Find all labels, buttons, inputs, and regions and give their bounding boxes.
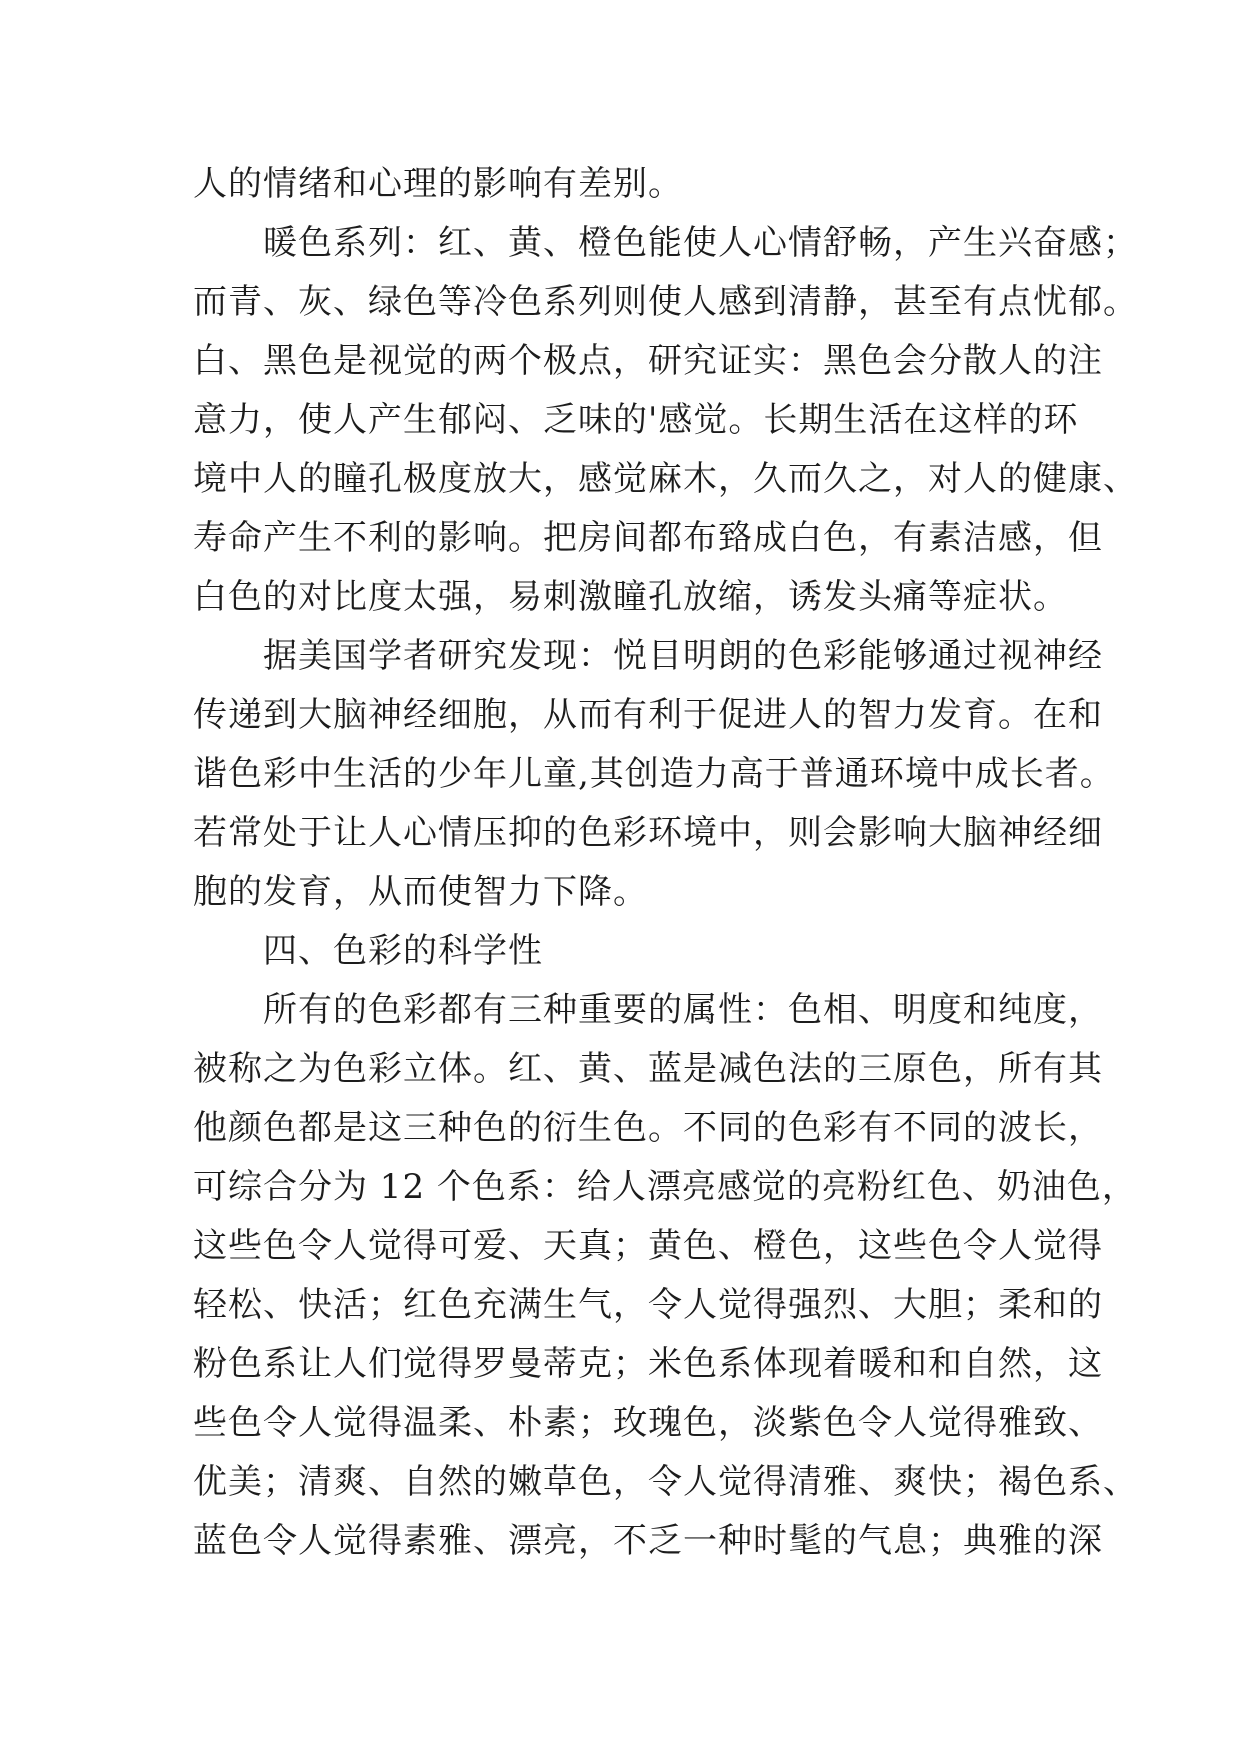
text-line: 被称之为色彩立体。红、黄、蓝是减色法的三原色，所有其 — [193, 1049, 1103, 1089]
text-line: 谐色彩中生活的少年儿童,其创造力高于普通环境中成长者。 — [193, 754, 1115, 794]
text-line: 粉色系让人们觉得罗曼蒂克；米色系体现着暖和和自然，这 — [193, 1344, 1103, 1384]
text-line: 轻松、快活；红色充满生气，令人觉得强烈、大胆；柔和的 — [193, 1285, 1103, 1325]
text-line: 人的情绪和心理的影响有差别。 — [193, 164, 683, 204]
text-line: 可综合分为 12 个色系：给人漂亮感觉的亮粉红色、奶油色， — [193, 1167, 1137, 1207]
section-heading: 四、色彩的科学性 — [193, 931, 543, 971]
text-line: 蓝色令人觉得素雅、漂亮，不乏一种时髦的气息；典雅的深 — [193, 1521, 1103, 1561]
text-line: 寿命产生不利的影响。把房间都布臵成白色，有素洁感，但 — [193, 518, 1103, 558]
text-line: 优美；清爽、自然的嫩草色，令人觉得清雅、爽快；褐色系、 — [193, 1462, 1138, 1502]
text-line: 若常处于让人心情压抑的色彩环境中，则会影响大脑神经细 — [193, 813, 1103, 853]
text-line: 而青、灰、绿色等冷色系列则使人感到清静，甚至有点忧郁。 — [193, 282, 1138, 322]
body-text — [193, 155, 1138, 1571]
text-line: 传递到大脑神经细胞，从而有利于促进人的智力发育。在和 — [193, 695, 1103, 735]
text-line: 所有的色彩都有三种重要的属性：色相、明度和纯度， — [193, 990, 1103, 1030]
text-line: 境中人的瞳孔极度放大，感觉麻木，久而久之，对人的健康、 — [193, 459, 1138, 499]
text-line: 暖色系列：红、黄、橙色能使人心情舒畅，产生兴奋感； — [193, 223, 1138, 263]
text-line: 这些色令人觉得可爱、天真；黄色、橙色，这些色令人觉得 — [193, 1226, 1103, 1266]
text-line: 白、黑色是视觉的两个极点，研究证实：黑色会分散人的注 — [193, 341, 1103, 381]
text-line: 据美国学者研究发现：悦目明朗的色彩能够通过视神经 — [193, 636, 1103, 676]
text-line: 白色的对比度太强，易刺激瞳孔放缩，诱发头痛等症状。 — [193, 577, 1068, 617]
text-line: 他颜色都是这三种色的衍生色。不同的色彩有不同的波长， — [193, 1108, 1103, 1148]
text-line: 些色令人觉得温柔、朴素；玫瑰色，淡紫色令人觉得雅致、 — [193, 1403, 1103, 1443]
text-line: 意力，使人产生郁闷、乏味的'感觉。长期生活在这样的环 — [193, 400, 1079, 440]
text-line: 胞的发育，从而使智力下降。 — [193, 872, 648, 912]
